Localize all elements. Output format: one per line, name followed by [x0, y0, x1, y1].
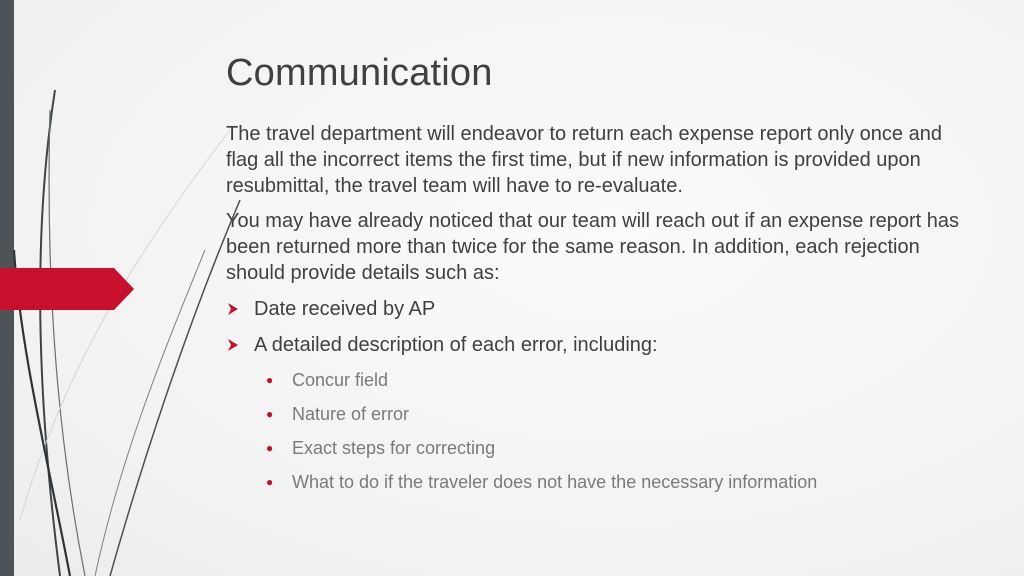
slide-body — [226, 121, 966, 494]
bullet-text: Date received by AP — [254, 298, 436, 320]
sub-bullet-nature-of-error — [226, 402, 966, 426]
bullet-text: A detailed description of each error, including: — [254, 334, 658, 356]
sub-bullet-text: Concur field — [292, 370, 389, 390]
bullet-date-received — [226, 296, 966, 322]
slide-title: Communication — [226, 52, 493, 94]
sub-bullet-concur-field — [226, 368, 966, 392]
red-accent-tab — [0, 268, 134, 310]
paragraph-2: You may have already noticed that our team will reach out if an expense report has been returned more than twice for the same reason. In addition, each rejection should provide details such as: — [226, 210, 960, 284]
sub-bullet-text: Nature of error — [292, 404, 410, 424]
arrowhead-bullet-icon — [226, 337, 252, 353]
paragraph-1: The travel department will endeavor to return each expense report only once and flag all the incorrect items the first time, but if new information is provided upon resubmittal, the travel team will have to re-evaluate. — [226, 123, 942, 197]
bullet-error-description — [226, 332, 966, 358]
dot-bullet-icon: ● — [266, 475, 274, 489]
sub-bullet-exact-steps — [226, 436, 966, 460]
arrowhead-bullet-icon — [226, 301, 252, 317]
dot-bullet-icon: ● — [266, 407, 274, 421]
dot-bullet-icon: ● — [266, 373, 274, 387]
sub-bullet-text: What to do if the traveler does not have the necessary information — [292, 472, 818, 492]
dot-bullet-icon: ● — [266, 441, 274, 455]
sub-bullet-text: Exact steps for correcting — [292, 438, 496, 458]
sub-bullet-missing-info — [226, 470, 966, 494]
